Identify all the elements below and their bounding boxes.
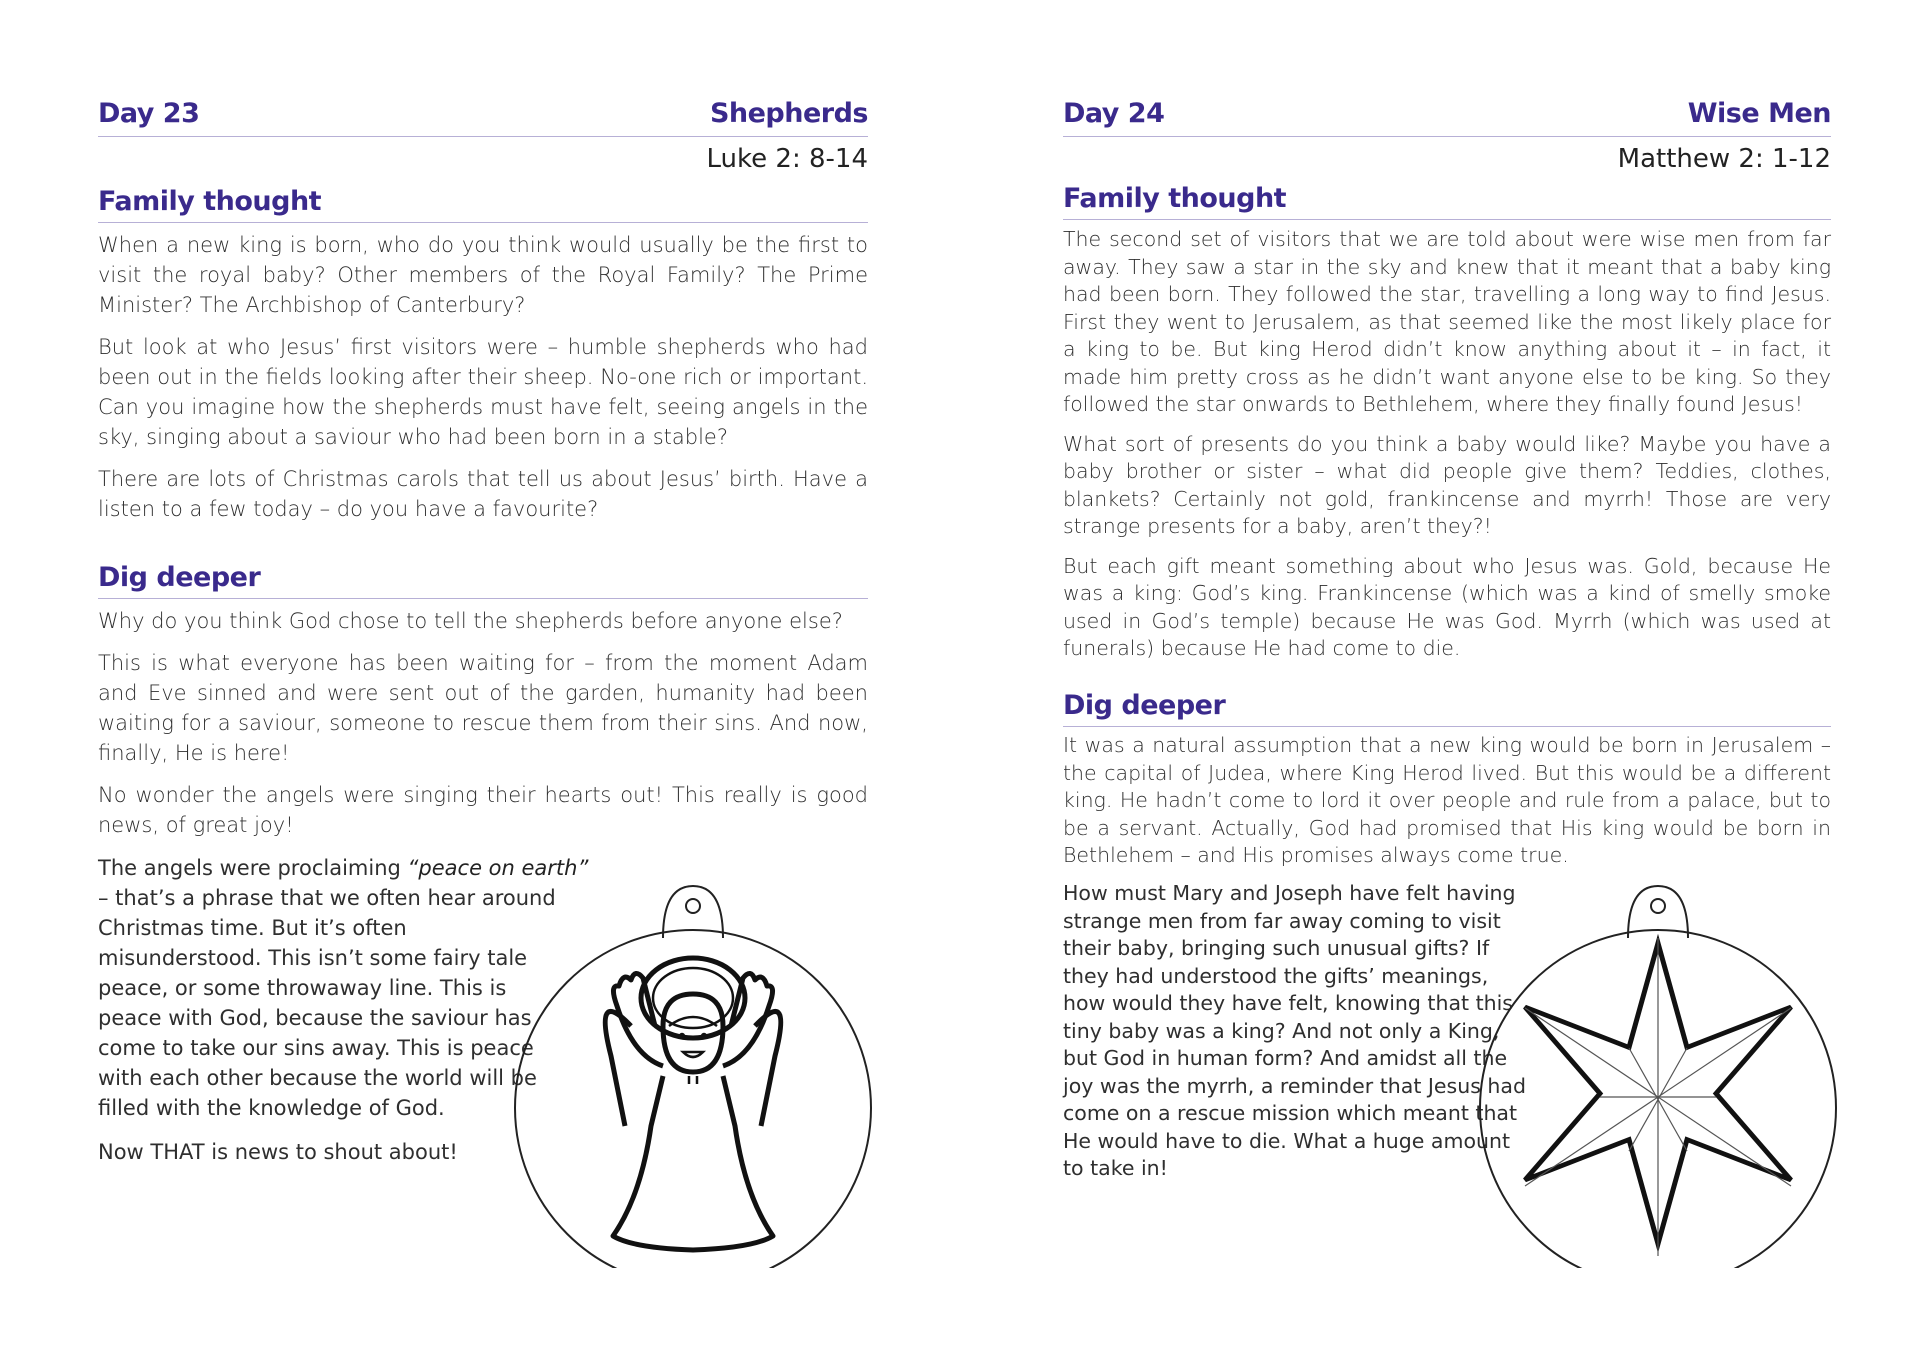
family-thought-body xyxy=(98,230,868,536)
paragraph: How must Mary and Joseph have felt having strange men from far away coming to visit their baby, bringing such unusual gifts? If they had understood the gifts’ meanings, how would they have felt, knowing that this tiny baby was a king? And not only a King, but God in human form? And amidst all the joy was the myrrh, a reminder that Jesus had come on a rescue mission which meant that He would have to die. What a huge amount to take in! xyxy=(1063,881,1526,1180)
day-label: Day 23 xyxy=(98,98,200,129)
dig-deeper-body xyxy=(98,606,868,852)
section-heading: Family thought xyxy=(1063,183,1287,214)
paragraph: The second set of visitors that we are told about were wise men from far away. They saw a star in the sky and knew that it meant that a baby king had been born. They followed the star, travelling a long way to find Jesus. First they went to Jerusalem, as that seemed like the most likely place for a king to be. But king Herod didn’t know anything about it – in fact, it made him pretty cross as he didn’t want anyone else to be king. So they followed the star onwards to Bethlehem, where they finally found Jesus! xyxy=(1063,227,1831,416)
day-label: Day 24 xyxy=(1063,98,1165,129)
left-header xyxy=(98,96,868,137)
narrow-rest: – that’s a phrase that we often hear around Christmas time. But it’s often misunderstood. This isn’t some fairy tale peace, or some throwaway line. This is peace with God, because the saviour has come to take our sins away. This is peace with each other because the world will be filled with the knowledge of God. xyxy=(98,886,556,1120)
quote: “peace on earth” xyxy=(407,856,589,880)
dig-deeper-heading xyxy=(98,562,868,599)
dig-deeper-heading xyxy=(1063,690,1831,727)
paragraph: But look at who Jesus’ first visitors were – humble shepherds who had been out in the fields looking after their sheep. No-one rich or important. Can you imagine how the shepherds must have felt, seeing angels in the sky, singing about a saviour who had been born in a stable? xyxy=(98,335,868,449)
section-heading: Dig deeper xyxy=(1063,690,1226,721)
family-thought-body xyxy=(1063,226,1831,675)
angel-ornament-icon xyxy=(513,876,873,1268)
family-thought-heading xyxy=(1063,183,1831,220)
paragraph: What sort of presents do you think a baby would like? Maybe you have a baby brother or sister – what did people give them? Teddies, clothes, blankets? Certainly not gold, frankincense and myrrh! Those are very strange presents for a baby, aren’t they?! xyxy=(1063,431,1831,538)
paragraph: This is what everyone has been waiting for – from the moment Adam and Eve sinned and were sent out of the garden, humanity had been waiting for a saviour, someone to rescue them from their sins. And now, finally, He is here! xyxy=(98,651,868,765)
closing-line: Now THAT is news to shout about! xyxy=(98,1140,458,1164)
star-ornament-icon xyxy=(1478,876,1838,1268)
topic-title: Shepherds xyxy=(709,98,868,129)
bible-reference: Luke 2: 8-14 xyxy=(706,144,868,174)
right-header xyxy=(1063,96,1831,137)
narrow-intro: The angels were proclaiming xyxy=(98,856,401,880)
paragraph: But each gift meant something about who Jesus was. Gold, because He was a king: God’s king. Frankincense (which was a kind of smelly smoke used in God’s temple) because He was God. Myrrh (which was used at funerals) because He had come to die. xyxy=(1063,553,1831,660)
bible-reference: Matthew 2: 1-12 xyxy=(1617,144,1831,174)
topic-title: Wise Men xyxy=(1687,98,1831,129)
paragraph: No wonder the angels were singing their hearts out! This really is good news, of great joy! xyxy=(98,783,868,837)
family-thought-heading xyxy=(98,186,868,223)
right-page xyxy=(1063,0,1831,1358)
paragraph: Why do you think God chose to tell the shepherds before anyone else? xyxy=(98,609,843,633)
paragraph: It was a natural assumption that a new king would be born in Jerusalem – the capital of Judea, where King Herod lived. But this would be a different king. He hadn’t come to lord it over people and rule from a palace, but to be a servant. Actually, God had promised that His king would be born in Bethlehem – and His promises always come true. xyxy=(1063,733,1831,867)
left-page xyxy=(98,0,868,1358)
paragraph: There are lots of Christmas carols that tell us about Jesus’ birth. Have a listen to a few today – do you have a favourite? xyxy=(98,467,868,521)
paragraph: When a new king is born, who do you think would usually be the first to visit the royal baby? Other members of the Royal Family? The Prime Minister? The Archbishop of Canterbury? xyxy=(98,233,868,317)
section-heading: Family thought xyxy=(98,186,322,217)
dig-deeper-body xyxy=(1063,732,1831,882)
section-heading: Dig deeper xyxy=(98,562,261,593)
